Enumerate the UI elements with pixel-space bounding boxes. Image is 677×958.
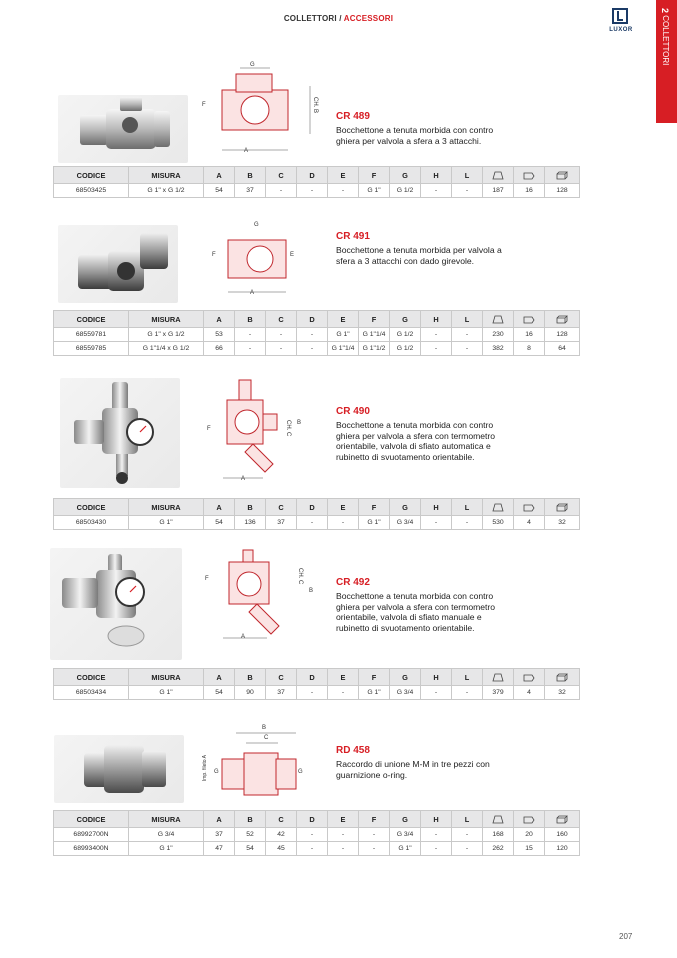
table-cell: 530 [483, 516, 514, 530]
weight-icon [483, 499, 514, 516]
rd458-drawing-icon [200, 725, 310, 810]
tee-fitting-photo-icon [58, 95, 188, 163]
bag-icon [514, 669, 545, 686]
product-description: Raccordo di unione M-M in tre pezzi con guarnizione o-ring. [336, 759, 490, 780]
table-header-row [54, 811, 580, 828]
table-cell: 42 [266, 828, 297, 842]
dim-label: CH. B [312, 97, 318, 114]
col-header: MISURA [129, 669, 204, 686]
col-header: C [266, 811, 297, 828]
chapter-label: COLLETTORI [661, 15, 670, 66]
dim-label: G [214, 769, 219, 775]
col-header: A [204, 311, 235, 328]
table-cell: 68503434 [54, 686, 129, 700]
table-cell: - [328, 828, 359, 842]
col-header: F [359, 499, 390, 516]
col-header: MISURA [129, 811, 204, 828]
logo-mark-icon [612, 8, 628, 24]
dim-label: C [264, 735, 269, 741]
table-cell: 54 [235, 842, 266, 856]
table-cell: 37 [266, 686, 297, 700]
col-header: G [390, 811, 421, 828]
dim-label: F [207, 426, 211, 432]
table-row [54, 342, 580, 356]
table-cell: G 1" x G 1/2 [129, 328, 204, 342]
table-cell: - [297, 842, 328, 856]
spec-table [53, 810, 580, 856]
table-cell: G 1" [129, 686, 204, 700]
product-code: CR 491 [336, 231, 370, 242]
product-photo [54, 735, 184, 803]
product-photo [58, 225, 178, 303]
table-cell: 32 [545, 686, 580, 700]
col-header: D [297, 499, 328, 516]
col-header: A [204, 499, 235, 516]
table-cell: 66 [204, 342, 235, 356]
table-cell: 68559781 [54, 328, 129, 342]
table-cell: - [359, 828, 390, 842]
table-cell: G 1" [359, 516, 390, 530]
product-description: Bocchettone a tenuta morbida per valvola a sfera a 3 attacchi con dado girevole. [336, 245, 502, 266]
weight-icon [483, 669, 514, 686]
dim-label: A [241, 634, 246, 640]
table-cell: 168 [483, 828, 514, 842]
table-cell: G 3/4 [390, 516, 421, 530]
page-header [0, 14, 677, 23]
table-cell: - [452, 342, 483, 356]
table-cell: - [452, 516, 483, 530]
table-cell: - [421, 328, 452, 342]
col-header: B [235, 811, 266, 828]
col-header: G [390, 311, 421, 328]
table-cell: 68503425 [54, 184, 129, 198]
spec-table [53, 498, 580, 530]
table-cell: - [297, 686, 328, 700]
table-cell: G 1" [129, 516, 204, 530]
dim-label: G [254, 222, 259, 228]
dim-label: A [241, 476, 246, 482]
table-cell: - [452, 686, 483, 700]
table-row [54, 686, 580, 700]
dim-label: Imp. fileto A [202, 755, 208, 782]
table-cell: - [328, 184, 359, 198]
table-cell: G 1" [129, 842, 204, 856]
col-header: D [297, 669, 328, 686]
table-cell: 32 [545, 516, 580, 530]
table-cell: - [266, 342, 297, 356]
col-header: CODICE [54, 499, 129, 516]
product-photo [58, 95, 188, 163]
col-header: F [359, 811, 390, 828]
cr490-drawing-icon [203, 378, 313, 486]
chapter-tab [656, 0, 677, 123]
col-header: L [452, 167, 483, 184]
weight-icon [483, 311, 514, 328]
dim-label: F [202, 102, 206, 108]
table-cell: 54 [204, 516, 235, 530]
table-cell: 47 [204, 842, 235, 856]
product-code: CR 492 [336, 577, 370, 588]
product-photo [50, 548, 182, 660]
table-cell: - [421, 184, 452, 198]
table-cell: 128 [545, 328, 580, 342]
product-code: CR 490 [336, 406, 370, 417]
table-cell: 379 [483, 686, 514, 700]
col-header: G [390, 167, 421, 184]
col-header: H [421, 311, 452, 328]
table-cell: 4 [514, 686, 545, 700]
spec-table [53, 668, 580, 700]
table-cell: 20 [514, 828, 545, 842]
dim-label: G [250, 62, 255, 68]
table-cell: 68993400N [54, 842, 129, 856]
table-cell: G 1/2 [390, 342, 421, 356]
col-header: B [235, 311, 266, 328]
table-cell: G 1"1/2 [359, 342, 390, 356]
table-cell: - [328, 686, 359, 700]
weight-icon [483, 811, 514, 828]
table-cell: G 1" [359, 184, 390, 198]
dim-label: E [290, 252, 295, 258]
col-header: CODICE [54, 669, 129, 686]
table-cell: G 1" [359, 686, 390, 700]
box-icon [545, 811, 580, 828]
table-cell: 52 [235, 828, 266, 842]
table-cell: - [421, 828, 452, 842]
col-header: G [390, 499, 421, 516]
technical-drawing [200, 62, 330, 160]
box-icon [545, 311, 580, 328]
col-header: H [421, 669, 452, 686]
box-icon [545, 499, 580, 516]
col-header: E [328, 499, 359, 516]
table-cell: 187 [483, 184, 514, 198]
table-cell: 15 [514, 842, 545, 856]
dim-label: B [309, 588, 314, 594]
table-cell: G 3/4 [390, 828, 421, 842]
col-header: C [266, 669, 297, 686]
bag-icon [514, 811, 545, 828]
table-cell: 68503430 [54, 516, 129, 530]
union-fitting-photo-icon [54, 735, 184, 803]
table-cell: 37 [204, 828, 235, 842]
table-cell: 120 [545, 842, 580, 856]
spec-table [53, 310, 580, 356]
col-header: MISURA [129, 311, 204, 328]
table-cell: - [421, 342, 452, 356]
technical-drawing [203, 378, 313, 486]
col-header: E [328, 811, 359, 828]
table-cell: - [452, 828, 483, 842]
col-header: F [359, 669, 390, 686]
product-code: RD 458 [336, 745, 370, 756]
col-header: F [359, 311, 390, 328]
bag-icon [514, 311, 545, 328]
table-row [54, 184, 580, 198]
table-cell: G 3/4 [129, 828, 204, 842]
col-header: G [390, 669, 421, 686]
table-cell: 128 [545, 184, 580, 198]
box-icon [545, 669, 580, 686]
col-header: C [266, 311, 297, 328]
table-cell: 37 [266, 516, 297, 530]
table-cell: 68559785 [54, 342, 129, 356]
table-cell: 136 [235, 516, 266, 530]
col-header: F [359, 167, 390, 184]
table-cell: G 1"1/4 [359, 328, 390, 342]
table-cell: - [452, 184, 483, 198]
header-section: COLLETTORI / [283, 14, 342, 23]
product-description: Bocchettone a tenuta morbida con contro ghiera per valvola a sfera a 3 attacchi. [336, 125, 494, 146]
table-row [54, 842, 580, 856]
table-cell: G 3/4 [390, 686, 421, 700]
col-header: B [235, 499, 266, 516]
product-code: CR 489 [336, 111, 370, 122]
dim-label: G [298, 769, 303, 775]
col-header: CODICE [54, 811, 129, 828]
page-number: 207 [619, 932, 633, 941]
table-cell: 54 [204, 686, 235, 700]
table-cell: G 1" x G 1/2 [129, 184, 204, 198]
table-cell: - [452, 842, 483, 856]
table-cell: - [297, 328, 328, 342]
col-header: C [266, 167, 297, 184]
col-header: L [452, 311, 483, 328]
product-photo [60, 378, 180, 488]
dim-label: A [250, 290, 255, 296]
col-header: H [421, 811, 452, 828]
table-cell: G 1"1/4 [328, 342, 359, 356]
table-header-row [54, 167, 580, 184]
table-cell: - [235, 328, 266, 342]
table-cell: 16 [514, 328, 545, 342]
col-header: E [328, 311, 359, 328]
dim-label: A [244, 148, 249, 154]
thermometer-fitting-manual-photo-icon [50, 548, 182, 660]
dim-label: CH. C [297, 568, 303, 585]
col-header: H [421, 167, 452, 184]
col-header: CODICE [54, 311, 129, 328]
table-header-row [54, 499, 580, 516]
table-cell: 160 [545, 828, 580, 842]
product-description: Bocchettone a tenuta morbida con contro ghiera per valvola a sfera con termometro orientabile, valvola di sfiato manuale e rubinetto di svuotamento orientabile. [336, 591, 496, 633]
table-cell: - [235, 342, 266, 356]
dim-label: CH. C [285, 420, 291, 437]
col-header: CODICE [54, 167, 129, 184]
col-header: B [235, 669, 266, 686]
table-cell: - [421, 686, 452, 700]
table-cell: G 1" [390, 842, 421, 856]
table-cell: 37 [235, 184, 266, 198]
cr489-drawing-icon [200, 62, 330, 160]
table-cell: G 1/2 [390, 328, 421, 342]
bag-icon [514, 167, 545, 184]
table-cell: 16 [514, 184, 545, 198]
table-cell: 4 [514, 516, 545, 530]
technical-drawing [203, 548, 315, 646]
table-cell: - [328, 516, 359, 530]
weight-icon [483, 167, 514, 184]
table-row [54, 328, 580, 342]
table-cell: - [421, 842, 452, 856]
col-header: L [452, 499, 483, 516]
col-header: C [266, 499, 297, 516]
spec-table [53, 166, 580, 198]
col-header: D [297, 311, 328, 328]
cr491-drawing-icon [210, 222, 310, 300]
logo-text: LUXOR [609, 27, 633, 33]
dim-label: F [205, 576, 209, 582]
col-header: L [452, 811, 483, 828]
table-cell: - [266, 184, 297, 198]
table-cell: 90 [235, 686, 266, 700]
col-header: D [297, 811, 328, 828]
table-cell: - [297, 342, 328, 356]
table-cell: 230 [483, 328, 514, 342]
table-cell: 45 [266, 842, 297, 856]
table-cell: - [452, 328, 483, 342]
table-cell: 262 [483, 842, 514, 856]
dim-label: B [262, 725, 267, 731]
col-header: D [297, 167, 328, 184]
table-cell: G 1" [328, 328, 359, 342]
table-cell: G 1"1/4 x G 1/2 [129, 342, 204, 356]
col-header: A [204, 811, 235, 828]
table-header-row [54, 311, 580, 328]
table-cell: - [297, 184, 328, 198]
table-cell: - [297, 828, 328, 842]
col-header: E [328, 669, 359, 686]
table-cell: - [421, 516, 452, 530]
col-header: H [421, 499, 452, 516]
table-cell: - [266, 328, 297, 342]
thermometer-fitting-photo-icon [60, 378, 180, 488]
cr492-drawing-icon [203, 548, 315, 646]
header-subsection: ACCESSORI [343, 14, 394, 23]
table-header-row [54, 669, 580, 686]
col-header: A [204, 167, 235, 184]
bag-icon [514, 499, 545, 516]
box-icon [545, 167, 580, 184]
table-cell: 382 [483, 342, 514, 356]
table-cell: 64 [545, 342, 580, 356]
product-description: Bocchettone a tenuta morbida con contro ghiera per valvola a sfera con termometro orientabile, valvola di sfiato automatica e rubinetto di svuotamento orientabile. [336, 420, 496, 462]
col-header: MISURA [129, 499, 204, 516]
tee-fitting-nut-photo-icon [58, 225, 178, 303]
table-cell: 53 [204, 328, 235, 342]
col-header: L [452, 669, 483, 686]
dim-label: F [212, 252, 216, 258]
table-cell: 8 [514, 342, 545, 356]
col-header: E [328, 167, 359, 184]
table-cell: - [359, 842, 390, 856]
brand-logo [603, 8, 639, 36]
chapter-number: 2 [660, 8, 670, 14]
col-header: B [235, 167, 266, 184]
table-row [54, 516, 580, 530]
table-row [54, 828, 580, 842]
col-header: A [204, 669, 235, 686]
table-cell: 68992700N [54, 828, 129, 842]
table-cell: - [328, 842, 359, 856]
technical-drawing [210, 222, 310, 300]
technical-drawing [200, 725, 310, 810]
table-cell: - [297, 516, 328, 530]
table-cell: 54 [204, 184, 235, 198]
dim-label: B [297, 420, 302, 426]
col-header: MISURA [129, 167, 204, 184]
table-cell: G 1/2 [390, 184, 421, 198]
